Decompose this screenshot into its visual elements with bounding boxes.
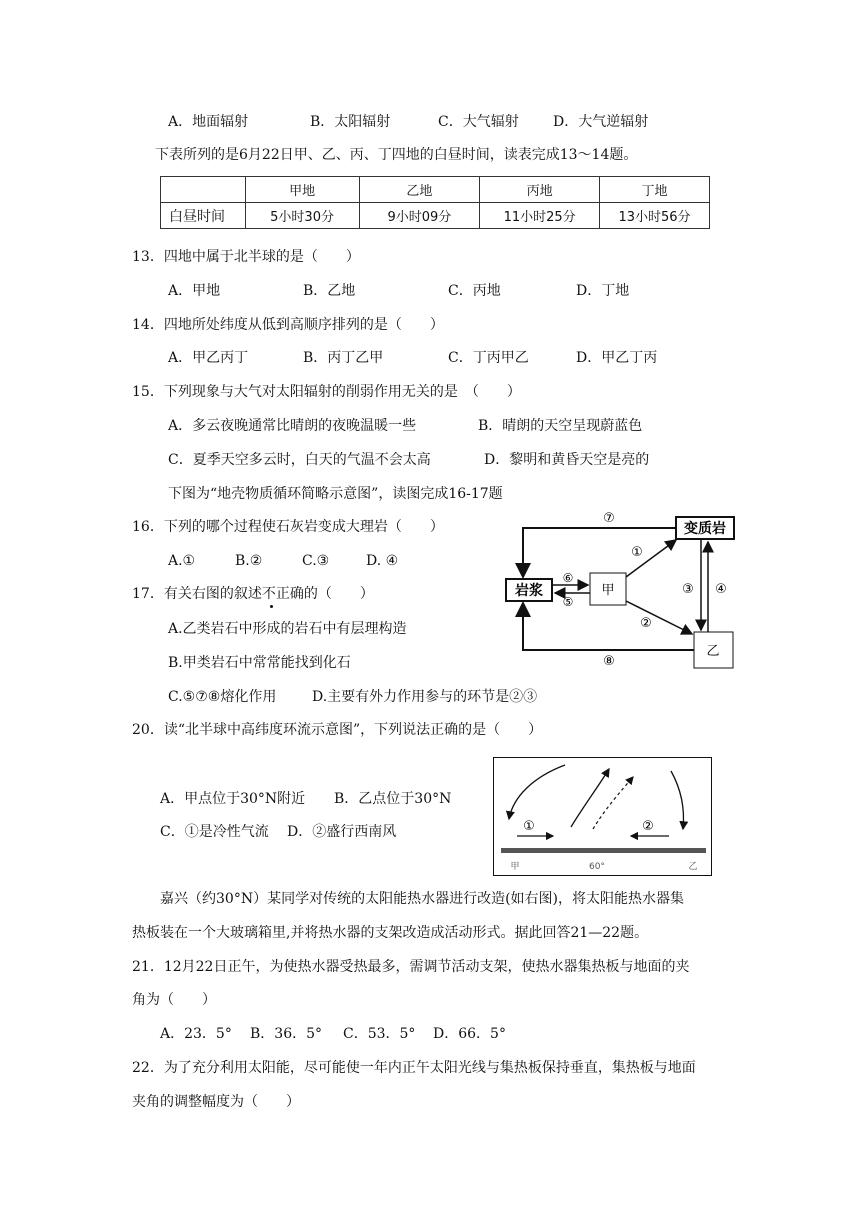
q15-stem: 15．下列现象与大气对太阳辐射的削弱作用无关的是 （ ） [132,384,521,400]
q13-option-a: A．甲地 [168,283,221,299]
emphasis-dot [270,605,273,608]
table-cell-jia: 5小时30分 [245,203,359,229]
q17-stem-part1: 17．有关右图的叙述 [132,586,262,602]
q16-stem: 16．下列的哪个过程使石灰岩变成大理岩（ ） [132,519,444,535]
q17-stem [132,585,374,603]
label-6: ⑥ [562,571,574,585]
q13-option-c: C．丙地 [448,283,501,299]
q17-option-a: A.乙类岩石中形成的岩石中有层理构造 [168,621,407,637]
table-intro: 下表所列的是6月22日甲、乙、丙、丁四地的白昼时间，读表完成13～14题。 [155,147,638,163]
q16-option-c: C.③ [302,553,330,569]
rock-cycle-diagram [495,505,755,685]
label-circle-2: ② [642,819,654,834]
intro-21-22-line2: 热板装在一个大玻璃箱里,并将热水器的支架改造成活动形式。据此回答21—22题。 [132,925,649,941]
table-cell-ding: 13小时56分 [600,203,710,229]
q15-option-d: D．黎明和黄昏天空是亮的 [484,452,650,468]
intro-16-17: 下图为“地壳物质循环简略示意图”，读图完成16-17题 [168,486,503,502]
table-row [161,203,710,229]
label-60: 60° [589,862,605,872]
table-header-jia: 甲地 [245,177,359,203]
q14-stem: 14．四地所处纬度从低到高顺序排列的是（ ） [132,317,444,333]
q20-stem: 20．读“北半球中高纬度环流示意图”，下列说法正确的是（ ） [132,722,543,738]
label-4: ④ [715,582,727,597]
table-header-bing: 丙地 [480,177,600,203]
table-header-row [161,177,710,203]
circulation-diagram [493,757,712,876]
yi-label: 乙 [706,644,720,659]
label-2: ② [640,616,652,631]
q16-option-d: D. ④ [366,553,399,569]
q21-option-d: D．66．5° [433,1026,506,1042]
label-circle-1: ① [523,819,535,834]
arrow-2 [626,601,692,634]
q13-option-b: B．乙地 [303,283,356,299]
q12-option-b: B．太阳辐射 [310,114,391,130]
diagram-frame [494,758,712,876]
q16-option-a: A.① [168,553,196,569]
label-jia: 甲 [510,862,520,872]
table-header-yi: 乙地 [359,177,480,203]
q22-stem-line2: 夹角的调整幅度为（ ） [132,1094,300,1110]
q20-option-d: D．②盛行西南风 [287,824,397,840]
label-8: ⑧ [603,654,615,669]
q16-option-b: B.② [235,553,263,569]
table-header-ding: 丁地 [600,177,710,203]
q21-option-c: C．53．5° [343,1026,416,1042]
q12-option-a: A．地面辐射 [168,114,249,130]
q17-emphasis-bu: 不 [261,586,276,602]
q12-option-d: D．大气逆辐射 [553,114,649,130]
q14-option-a: A．甲乙丙丁 [168,350,249,366]
metamorphic-label: 变质岩 [684,521,726,537]
q13-option-d: D．丁地 [576,283,630,299]
arrow-8 [523,603,694,650]
q17-option-b: B.甲类岩石中常常能找到化石 [168,655,351,671]
q12-option-c: C．大气辐射 [438,114,519,130]
label-5: ⑤ [562,595,574,609]
table-row-label: 白昼时间 [161,203,246,229]
q21-stem-line2: 角为（ ） [132,992,216,1008]
q13-stem: 13．四地中属于北半球的是（ ） [132,249,360,265]
q21-option-b: B．36．5° [250,1026,323,1042]
q17-option-c: C.⑤⑦⑧熔化作用 [168,689,277,705]
arrow-7 [523,528,676,577]
q14-option-c: C．丁丙甲乙 [448,350,529,366]
q20-option-b: B．乙点位于30°N [334,791,452,807]
q17-stem-part2: 正确的（ ） [275,586,374,602]
table-header-empty [161,177,246,203]
label-yi: 乙 [688,862,698,872]
jia-label: 甲 [601,583,615,598]
daytime-table [160,176,710,229]
ground-strip [501,848,706,853]
magma-label: 岩浆 [515,583,543,599]
q14-option-d: D．甲乙丁丙 [576,350,658,366]
q17-option-d: D.主要有外力作用参与的环节是②③ [312,689,538,705]
q15-option-c: C．夏季天空多云时，白天的气温不会太高 [168,452,431,468]
label-7: ⑦ [603,511,615,526]
table-cell-yi: 9小时09分 [359,203,480,229]
q22-stem-line1: 22．为了充分利用太阳能，尽可能使一年内正午太阳光线与集热板保持垂直，集热板与地面 [132,1060,696,1076]
table-cell-bing: 11小时25分 [480,203,600,229]
intro-21-22-line1: 嘉兴（约30°N）某同学对传统的太阳能热水器进行改造(如右图)，将太阳能热水器集 [160,891,684,907]
q21-stem-line1: 21．12月22日正午，为使热水器受热最多，需调节活动支架，使热水器集热板与地面的夹 [132,959,690,975]
q15-option-a: A．多云夜晚通常比晴朗的夜晚温暖一些 [168,418,417,434]
q21-option-a: A．23．5° [160,1026,232,1042]
q20-option-c: C．①是冷性气流 [160,824,269,840]
q14-option-b: B．丙丁乙甲 [303,350,384,366]
label-3: ③ [682,582,694,597]
q15-option-b: B．晴朗的天空呈现蔚蓝色 [478,418,643,434]
label-1: ① [631,545,643,560]
q20-option-a: A．甲点位于30°N附近 [160,791,306,807]
